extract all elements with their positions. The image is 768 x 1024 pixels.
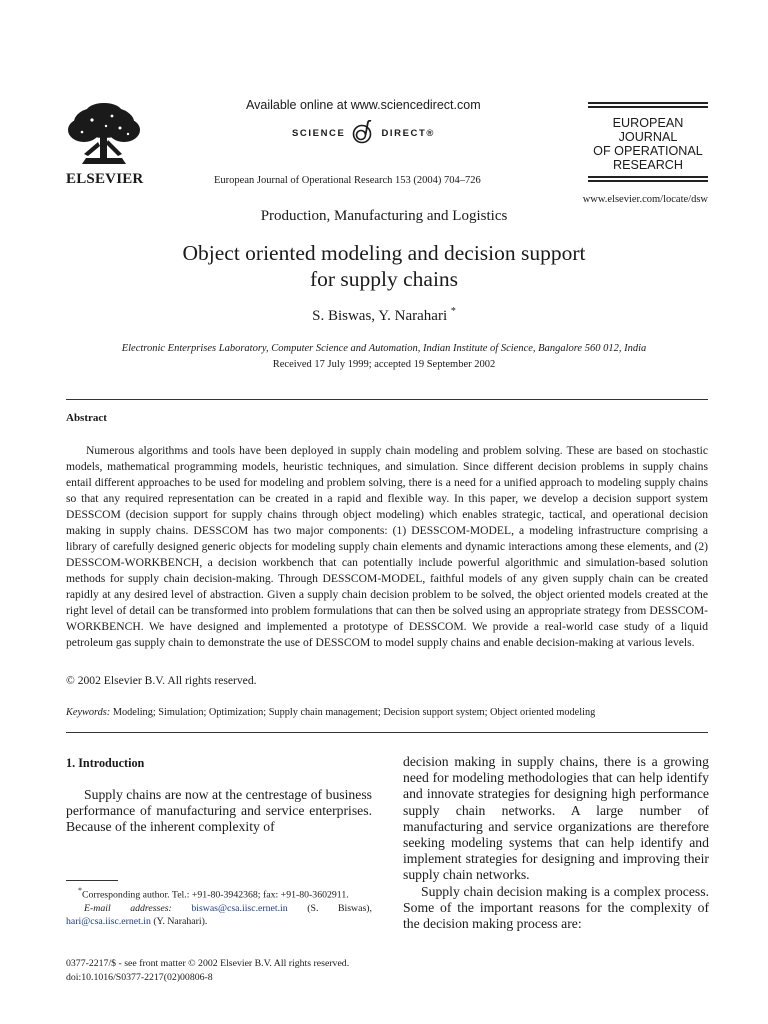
sciencedirect-d-icon: [349, 120, 377, 146]
journal-title-box: [588, 102, 708, 184]
abstract-top-rule: [66, 399, 708, 400]
front-matter: [66, 957, 349, 985]
corresponding-author-mark: *: [450, 306, 456, 317]
email-link-narahari[interactable]: hari@csa.iisc.ernet.in: [66, 916, 151, 928]
abstract-copyright: © 2002 Elsevier B.V. All rights reserved.: [66, 674, 257, 687]
received-dates: Received 17 July 1999; accepted 19 September 2002: [272, 359, 496, 370]
footnote-rule: [66, 880, 118, 881]
front-matter-issn: 0377-2217/$ - see front matter © 2002 Elsevier B.V. All rights reserved.: [66, 958, 350, 969]
email-owner-biswas: (S. Biswas),: [307, 902, 372, 914]
footnote-corresponding: *Corresponding author. Tel.: +91-80-3942368; fax: +91-80-3602911.: [78, 886, 349, 901]
sciencedirect-logo: [292, 120, 435, 146]
sciencedirect-right-word: DIRECT®: [381, 127, 435, 139]
footnote-emails: [66, 902, 372, 929]
email-link-biswas[interactable]: biswas@csa.iisc.ernet.in: [191, 902, 288, 914]
footnote-mark: *: [78, 886, 82, 895]
introduction-right-paragraph-2: Supply chain decision making is a complex process. Some of the important reasons for the complexity of the decision making process are:: [403, 883, 709, 932]
abstract-bottom-rule: [66, 732, 708, 733]
keywords-text: Modeling; Simulation; Optimization; Supply chain management; Decision support system; Object oriented modeling: [112, 707, 596, 718]
publisher-name: ELSEVIER: [66, 171, 144, 187]
abstract-text: Numerous algorithms and tools have been deployed in supply chain modeling and problem solving. These are based on stochastic models, mathematical programming models, heuristic techniques, and simulation. Since different decision problems in supply chains entail different approaches to be used for modeling and problem solving, there is a need for a unified approach to modeling supply chains so that any required representation can be created in a rapid and flexible way. In this paper, we develop a decision support system DESSCOM (decision support for supply chains through object modeling) which enables strategic, tactical, and operational decision making in supply chains. DESSCOM has two major components: (1) DESSCOM-MODEL, a modeling infrastructure comprising a library of carefully designed generic objects for modeling supply chain elements and dynamic interactions among these elements, and (2) DESSCOM-WORKBENCH, a decision workbench that can potentially include powerful algorithmic and simulation-based solution methods for supply chain decision-making. Through DESSCOM-MODEL, faithful models of any given supply chain can be created rapidly at any desired level of abstraction. Given a supply chain decision problem to be solved, the object oriented models created at the right level of detail can be transformed into problem formulations that can then be solved using an appropriate strategy from DESSCOM-WORKBENCH. We have designed and implemented a prototype of DESSCOM. We provide a real-world case study of a liquid petroleum gas supply chain to demonstrate the use of DESSCOM to model supply chains and enable decision-making at various levels.: [66, 444, 708, 649]
email-owner-narahari: (Y. Narahari).: [153, 916, 208, 928]
journal-title-bottom-rule: [588, 176, 708, 178]
article-title: Object oriented modeling and decision support for supply chains: [182, 241, 586, 291]
journal-title-bottom-rule-2: [588, 180, 708, 182]
introduction-left-paragraph: Supply chains are now at the centrestage of business performance of manufacturing and service enterprises. Because of the inherent complexity of: [66, 787, 372, 835]
email-label: E-mail addresses:: [84, 902, 172, 914]
journal-url[interactable]: www.elsevier.com/locate/dsw: [582, 194, 708, 205]
journal-reference: European Journal of Operational Research 153 (2004) 704–726: [214, 175, 481, 186]
introduction-right-paragraph-1: decision making in supply chains, there is a growing need for modeling methodologies that can help identify and innovate strategies for designing high performance supply chain networks. A large number of manufacturing and service organizations are therefore seeking modeling systems that can help identify and implement strategies for designing and improving their supply chain networks.: [403, 754, 709, 883]
affiliation: Electronic Enterprises Laboratory, Computer Science and Automation, Indian Institute of Science, Bangalore 560 012, India: [121, 343, 647, 354]
author-names: S. Biswas, Y. Narahari: [312, 308, 448, 324]
front-matter-doi: doi:10.1016/S0377-2217(02)00806-8: [66, 972, 213, 983]
journal-title-top-rule: [588, 102, 708, 104]
keywords-label: Keywords:: [66, 707, 111, 718]
journal-title: EUROPEAN JOURNAL OF OPERATIONAL RESEARCH: [593, 116, 703, 172]
authors: [0, 306, 768, 325]
keywords: [66, 707, 595, 718]
introduction-heading: 1. Introduction: [66, 756, 145, 770]
sciencedirect-left-word: SCIENCE: [292, 127, 346, 139]
available-online-text: Available online at www.sciencedirect.com: [246, 98, 481, 112]
introduction-right-column: [403, 754, 709, 932]
abstract-heading: Abstract: [66, 412, 107, 424]
journal-title-top-rule-2: [588, 106, 708, 108]
section-name: Production, Manufacturing and Logistics: [260, 208, 508, 224]
footnote: [66, 884, 372, 929]
